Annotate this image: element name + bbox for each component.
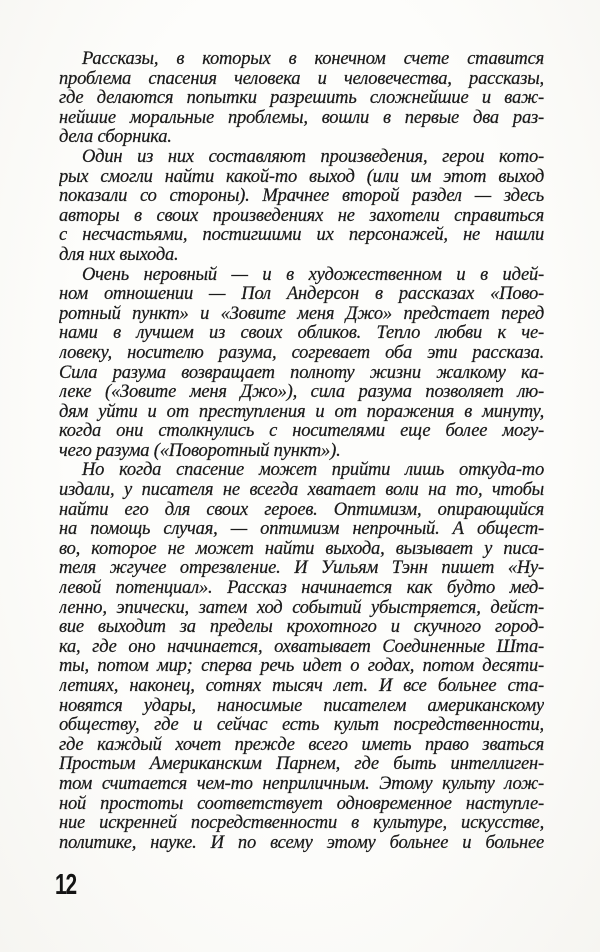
text-line: вие выходит за пределы крохотного и скучного город- [59,618,544,638]
text-line: политике, науке. И по всему этому больнее и больнее [59,833,544,853]
text-line: летиях, наконец, сотнях тысяч лет. И все больнее ста- [59,677,544,696]
text-line: проблема спасения человека и человечества, рассказы, [59,69,544,89]
text-line: обществу, где и сейчас есть культ посредственности, [59,716,544,736]
text-line: на помощь случая, — оптимизм непрочный. А общест- [59,520,544,540]
text-line: издали, у писателя не всегда хватает воли на то, чтобы [59,481,544,501]
text-line: дела сборника. [59,128,172,148]
text-line: Очень неровный — и в художественном и в идей- [82,265,544,285]
text-line: рых смогли найти какой-то выход (или им этот выход [59,167,544,187]
text-line: ленно, эпически, затем ход событий убыстряется, дейст- [59,598,544,618]
text-line: нами в лучшем из своих обликов. Тепло любви к че- [59,324,544,344]
text-line: с несчастьями, постигшими их персонажей, не нашли [59,226,544,246]
text-line: теля жгучее отрезвление. И Уильям Тэнн пишет «Ну- [59,559,544,579]
page-number: 12 [55,869,77,901]
text-line: где каждый хочет прежде всего иметь право зваться [59,735,544,755]
paragraph [59,148,544,266]
text-line: авторы в своих произведениях не захотели справиться [59,206,544,226]
text-line: для них выхода. [59,245,179,265]
text-line: ка, где оно начинается, охватывает Соединенные Шта- [59,637,544,657]
text-line: новятся удары, наносимые писателем американскому [59,696,544,716]
text-line: Один из них составляют произведения, герои кото- [82,147,544,167]
text-line: ротный пункт» и «Зовите меня Джо» предстает перед [59,304,544,324]
text-line: где делаются попытки разрешить сложнейшие и важ- [59,89,544,109]
text-line: когда они столкнулись с носителями еще более могу- [59,422,544,442]
text-line: леке («Зовите меня Джо»), сила разума позволяет лю- [59,383,544,403]
paragraph [59,461,544,853]
text-line: Сила разума возвращает полноту жизни жалкому ка- [59,363,544,383]
page-text [59,50,544,853]
text-line: показали со стороны). Мрачнее второй раздел — здесь [59,187,544,207]
text-line: нейшие моральные проблемы, вошли в первые два раз- [59,108,544,128]
text-line: ты, потом мир; сперва речь идет о годах, потом десяти- [59,657,544,677]
text-line: том считается чем-то неприличным. Этому культу лож- [59,774,544,794]
text-line: левой потенциал». Рассказ начинается как будто мед- [59,579,544,599]
text-line: ловеку, носителю разума, согревает оба эти рассказа. [59,343,544,363]
text-line: ном отношении — Пол Андерсон в рассказах «Пово- [59,285,544,305]
text-line: Простым Американским Парнем, где быть интеллиген- [59,755,544,775]
text-line: чего разума («Поворотный пункт»). [59,441,341,461]
text-line: дям уйти и от преступления и от поражения в минуту, [59,402,544,422]
text-line: найти его для своих героев. Оптимизм, опирающийся [59,500,544,520]
paragraph [59,50,544,148]
text-line: Но когда спасение может прийти лишь откуда-то [82,461,544,481]
text-line: ние искренней посредственности в культуре, искусстве, [59,814,544,834]
text-line: Рассказы, в которых в конечном счете ставится [82,50,544,69]
text-line: во, которое не может найти выхода, вызывает у писа- [59,539,544,559]
text-line: ной простоты соответствует одновременное наступле- [59,794,544,814]
paragraph [59,266,544,462]
